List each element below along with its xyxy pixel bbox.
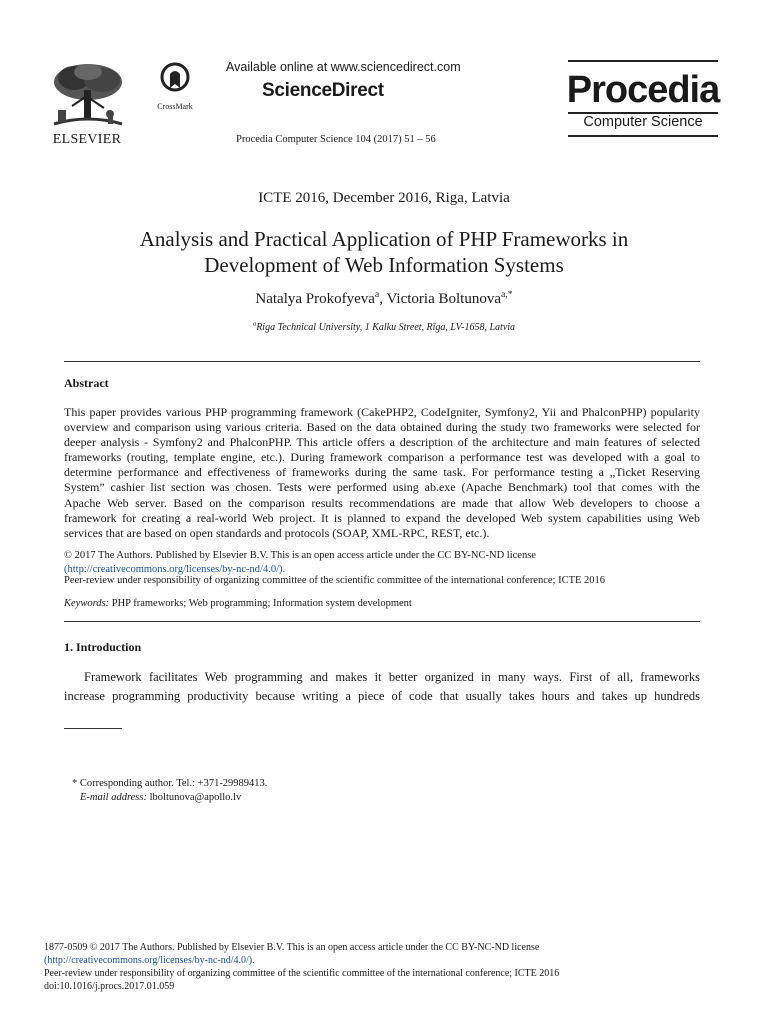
abstract-line: framework for creating a real-world Web project. It is planned to expand the developed Web system capabilities using Web [64, 510, 700, 525]
author-separator: , [379, 291, 387, 307]
procedia-top-rule [568, 60, 718, 62]
abstract-bottom-rule [64, 621, 700, 622]
crossmark-label: CrossMark [157, 102, 193, 111]
footer-license-link[interactable]: (http://creativecommons.org/licenses/by-nc-nd/4.0/). [44, 955, 255, 966]
abstract-line: services that are based on open standards and protocols (SOAP, XML-RPC, REST, etc.). [64, 525, 490, 540]
email-address[interactable]: lboltunova@apollo.lv [146, 792, 242, 803]
footnote-rule [64, 728, 122, 729]
conference-line: ICTE 2016, December 2016, Riga, Latvia [258, 190, 510, 206]
abstract-body [64, 405, 700, 541]
abstract-top-rule [64, 361, 700, 362]
abstract-heading: Abstract [64, 376, 109, 390]
elsevier-logo [44, 60, 136, 150]
license-link[interactable]: (http://creativecommons.org/licenses/by-nc-nd/4.0/). [64, 563, 286, 575]
peer-review-notice: Peer-review under responsibility of organizing committee of the scientific committee of the international conference; ICTE 2016 [64, 575, 606, 586]
footer-peer-review: Peer-review under responsibility of organizing committee of the scientific committee of the international conference; ICTE 2016 [44, 968, 560, 979]
elsevier-tree-icon [44, 60, 132, 130]
abstract-line: This paper provides various PHP programming framework (CakePHP2, CodeIgniter, Symfony2, Yii and PhalconPHP) popularity [64, 405, 700, 419]
email-label: E-mail address: [80, 792, 147, 803]
crossmark-badge[interactable] [152, 62, 198, 111]
publisher-name: ELSEVIER [52, 132, 122, 147]
affiliation [0, 322, 768, 333]
corresponding-author-footnote: * Corresponding author. Tel.: +371-29989413. [72, 778, 268, 789]
intro-line: increase programming productivity because writing a piece of code that usually takes hours and takes up hundreds [64, 689, 700, 703]
abstract-line: overview and comparison using various criteria. Based on the data obtained during the study two frameworks were selected for [64, 420, 700, 435]
crossmark-icon [160, 62, 190, 96]
keywords [64, 597, 704, 611]
author-affiliation-mark: a [374, 289, 380, 300]
author-list [0, 291, 768, 308]
page-footer [44, 941, 724, 993]
paper-title-line-2: Development of Web Information Systems [204, 253, 564, 277]
affiliation-mark: a [252, 320, 257, 328]
footer-doi[interactable]: doi:10.1016/j.procs.2017.01.059 [44, 981, 175, 992]
affiliation-text: Riga Technical University, 1 Kalku Street, Rīga, LV-1658, Latvia [256, 322, 516, 333]
journal-reference: Procedia Computer Science 104 (2017) 51 – 56 [236, 134, 436, 145]
author-affiliation-mark: a,* [500, 289, 513, 300]
sciencedirect-logo[interactable]: ScienceDirect [262, 80, 384, 101]
keywords-label: Keywords: [64, 598, 110, 609]
abstract-line: frameworks (routing, template engine, etc.). During framework comparison a performance test was developed with a goal to [64, 450, 700, 465]
paper-title [70, 226, 698, 278]
author-name: Victoria Boltunova [386, 291, 501, 307]
introduction-body [64, 668, 700, 706]
paper-title-line-1: Analysis and Practical Application of PHP Frameworks in [139, 227, 629, 251]
keywords-list: PHP frameworks; Web programming; Information system development [109, 598, 412, 609]
section-heading-introduction: 1. Introduction [64, 640, 142, 654]
journal-subtitle: Computer Science [583, 114, 703, 130]
abstract-line: determine performance and effectiveness of frameworks during the same task. For performance testing a „Ticket Reserving [64, 465, 700, 480]
procedia-logo [566, 60, 722, 137]
procedia-bottom-rule [568, 135, 718, 137]
license-text: © 2017 The Authors. Published by Elsevier B.V. This is an open access article under the CC BY-NC-ND license [64, 550, 536, 561]
abstract-line: deeper analysis - Symfony2 and PhalconPHP. This article offers a description of the architecture and main features of selected [64, 435, 700, 450]
intro-line: Framework facilitates Web programming and makes it better organized in many ways. First of all, frameworks [84, 670, 700, 684]
email-footnote [80, 791, 241, 805]
available-online-text: Available online at www.sciencedirect.com [226, 60, 461, 74]
journal-name: Procedia [566, 69, 720, 111]
author-name: Natalya Prokofyeva [255, 291, 375, 307]
abstract-line: Apache Web server. Based on the comparison results recommendations are made that allow Web developers to choose a [64, 495, 700, 510]
abstract-line: System” cashier list section was chosen. Tests were performed using ab.exe (Apache Benchmark) tool that comes with the [64, 480, 700, 495]
footer-issn-line: 1877-0509 © 2017 The Authors. Published by Elsevier B.V. This is an open access article under the CC BY-NC-ND license [44, 942, 540, 953]
license-notice [64, 549, 704, 576]
